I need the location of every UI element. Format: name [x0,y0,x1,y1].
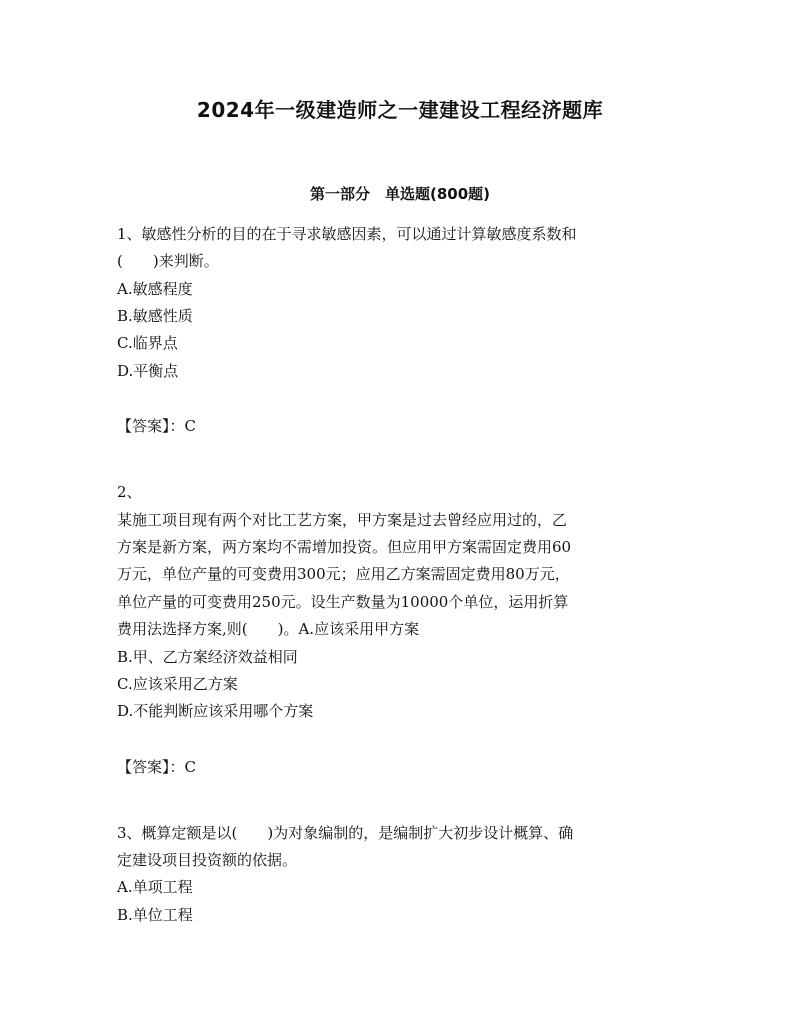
question-3-option-b: B.单位工程 [117,906,193,924]
question-1-option-a: A.敏感程度 [117,280,193,298]
question-1-stem-line-2: ( )来判断。 [117,252,219,270]
question-2-stem-line-1: 某施工项目现有两个对比工艺方案，甲方案是过去曾经应用过的，乙 [117,511,568,529]
question-2-answer: 【答案】：C [117,758,196,776]
question-2-stem-line-5: 费用法选择方案,则( )。A.应该采用甲方案 [117,620,420,638]
question-1-answer: 【答案】：C [117,417,196,435]
question-2-option-b: B.甲、乙方案经济效益相同 [117,648,298,666]
question-1-stem-line-1: 1、敏感性分析的目的在于寻求敏感因素，可以通过计算敏感度系数和 [117,225,577,243]
question-2-option-d: D.不能判断应该采用哪个方案 [117,702,314,720]
question-3-stem-line-1: 3、概算定额是以( )为对象编制的，是编制扩大初步设计概算、确 [117,824,574,842]
question-2-option-c: C.应该采用乙方案 [117,675,238,693]
question-1-option-c: C.临界点 [117,334,178,352]
question-2-stem-line-2: 方案是新方案，两方案均不需增加投资。但应用甲方案需固定费用60 [117,538,572,556]
section-title: 第一部分 单选题(800题) [309,185,491,203]
document-title: 2024年一级建造师之一建建设工程经济题库 [196,98,604,122]
question-2-number: 2、 [117,483,142,501]
question-2-stem-line-4: 单位产量的可变费用250元。设生产数量为10000个单位，运用折算 [117,593,569,611]
question-1-option-d: D.平衡点 [117,362,179,380]
question-3-stem-line-2: 定建设项目投资额的依据。 [117,851,298,869]
question-3-option-a: A.单项工程 [117,878,193,896]
question-1-option-b: B.敏感性质 [117,307,193,325]
question-2-stem-line-3: 万元，单位产量的可变费用300元；应用乙方案需固定费用80万元， [117,565,570,583]
